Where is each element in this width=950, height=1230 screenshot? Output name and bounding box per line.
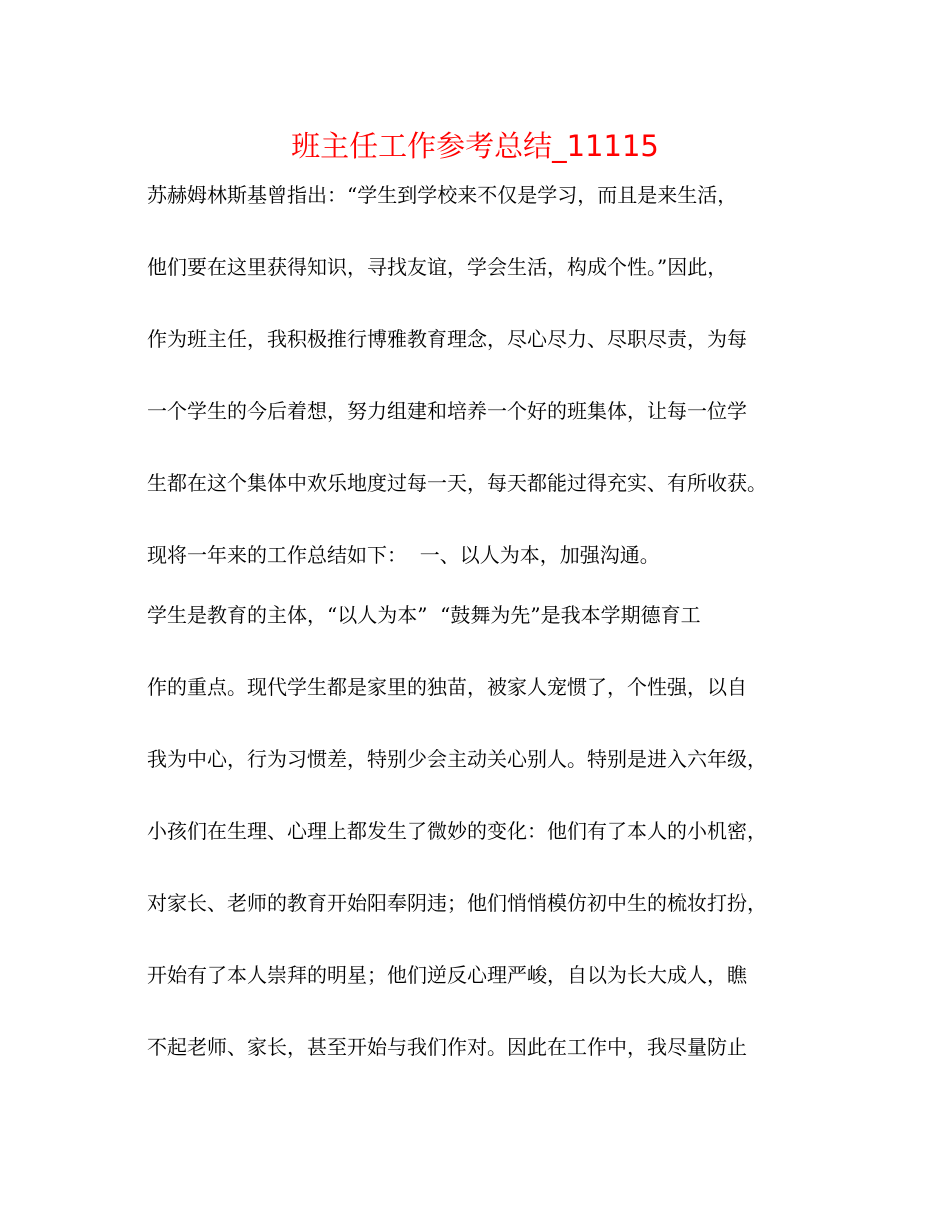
body-line: 作为班主任，我积极推行博雅教育理念，尽心尽力、尽职尽责，为每: [147, 327, 747, 351]
body-line: 一个学生的今后着想，努力组建和培养一个好的班集体，让每一位学: [147, 399, 747, 423]
body-line: 他们要在这里获得知识，寻找友谊，学会生活，构成个性。”因此，: [147, 255, 728, 279]
body-line: 开始有了本人崇拜的明星；他们逆反心理严峻，自以为长大成人，瞧: [147, 963, 747, 987]
body-line: 生都在这个集体中欢乐地度过每一天，每天都能过得充实、有所收获。: [147, 471, 767, 495]
body-line: 作的重点。现代学生都是家里的独苗，被家人宠惯了，个性强，以自: [147, 675, 747, 699]
body-line: 苏赫姆林斯基曾指出：“学生到学校来不仅是学习，而且是来生活，: [147, 183, 738, 207]
body-line: 我为中心，行为习惯差，特别少会主动关心别人。特别是进入六年级，: [147, 747, 767, 771]
body-line: 小孩们在生理、心理上都发生了微妙的变化：他们有了本人的小机密，: [147, 819, 767, 843]
body-line: 不起老师、家长，甚至开始与我们作对。因此在工作中，我尽量防止: [147, 1035, 747, 1059]
body-line: 现将一年来的工作总结如下： 一、以人为本，加强沟通。: [147, 543, 660, 567]
body-line: 学生是教育的主体，“以人为本” “鼓舞为先”是我本学期德育工: [147, 603, 701, 627]
body-line: 对家长、老师的教育开始阳奉阴违；他们悄悄模仿初中生的梳妆打扮，: [147, 891, 767, 915]
document-title: 班主任工作参考总结_11115: [291, 129, 659, 163]
